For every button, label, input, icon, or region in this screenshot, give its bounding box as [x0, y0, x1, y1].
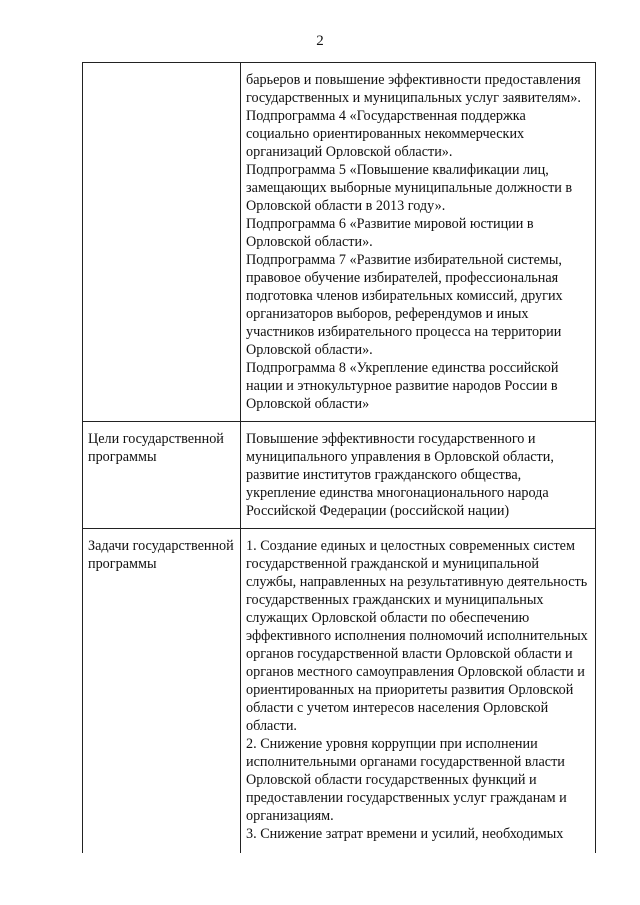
subprogram-text: барьеров и повышение эффективности предоставления государственных и муниципальных услуг заявителям». — [246, 72, 581, 106]
row-label-cell — [83, 63, 241, 422]
table-row — [83, 63, 596, 422]
task-1: 1. Создание единых и целостных современных систем государственной гражданской и муниципальной службы, направленных на результативную деятельность государственных гражданских и муниципальных служащих Орловской области по обеспечению эффективного исполнения полномочий исполнительных органов государственной власти Орловской области и органов местного самоуправления Орловской области и ориентированных на приоритеты развития Орловской области с учетом интересов населения Орловской области. — [246, 538, 588, 734]
row-content-cell — [241, 63, 596, 422]
row-content-cell — [241, 422, 596, 529]
subprogram-5: Подпрограмма 5 «Повышение квалификации лиц, замещающих выборные муниципальные должности в Орловской области в 2013 году». — [246, 162, 573, 214]
passport-table — [82, 62, 596, 853]
task-2: 2. Снижение уровня коррупции при исполнении исполнительными органами государственной власти Орловской области государственных функций и предоставлении государственных услуг гражданам и организациям. — [246, 736, 567, 824]
table-row — [83, 529, 596, 854]
subprogram-6: Подпрограмма 6 «Развитие мировой юстиции в Орловской области». — [246, 216, 534, 250]
row-label-cell: Цели государственной программы — [83, 422, 241, 529]
subprogram-7: Подпрограмма 7 «Развитие избирательной системы, правовое обучение избирателей, профессиональная подготовка членов избирательных комиссий, других организаторов выборов, референдумов и иных участников избирательного процесса на территории Орловской области». — [246, 252, 563, 358]
subprogram-4: Подпрограмма 4 «Государственная поддержка социально ориентированных некоммерческих организаций Орловской области». — [246, 108, 526, 160]
table-row — [83, 422, 596, 529]
subprogram-8: Подпрограмма 8 «Укрепление единства российской нации и этнокультурное развитие народов России в Орловской области» — [246, 360, 559, 412]
page-number: 2 — [316, 33, 324, 49]
program-goals-text: Повышение эффективности государственного и муниципального управления в Орловской области, развитие институтов гражданского общества, укрепление единства многонационального народа Российской Федерации (российской нации) — [246, 431, 554, 519]
row-content-cell — [241, 529, 596, 854]
task-3: 3. Снижение затрат времени и усилий, необходимых — [246, 826, 564, 842]
row-label-cell: Задачи государственной программы — [83, 529, 241, 854]
